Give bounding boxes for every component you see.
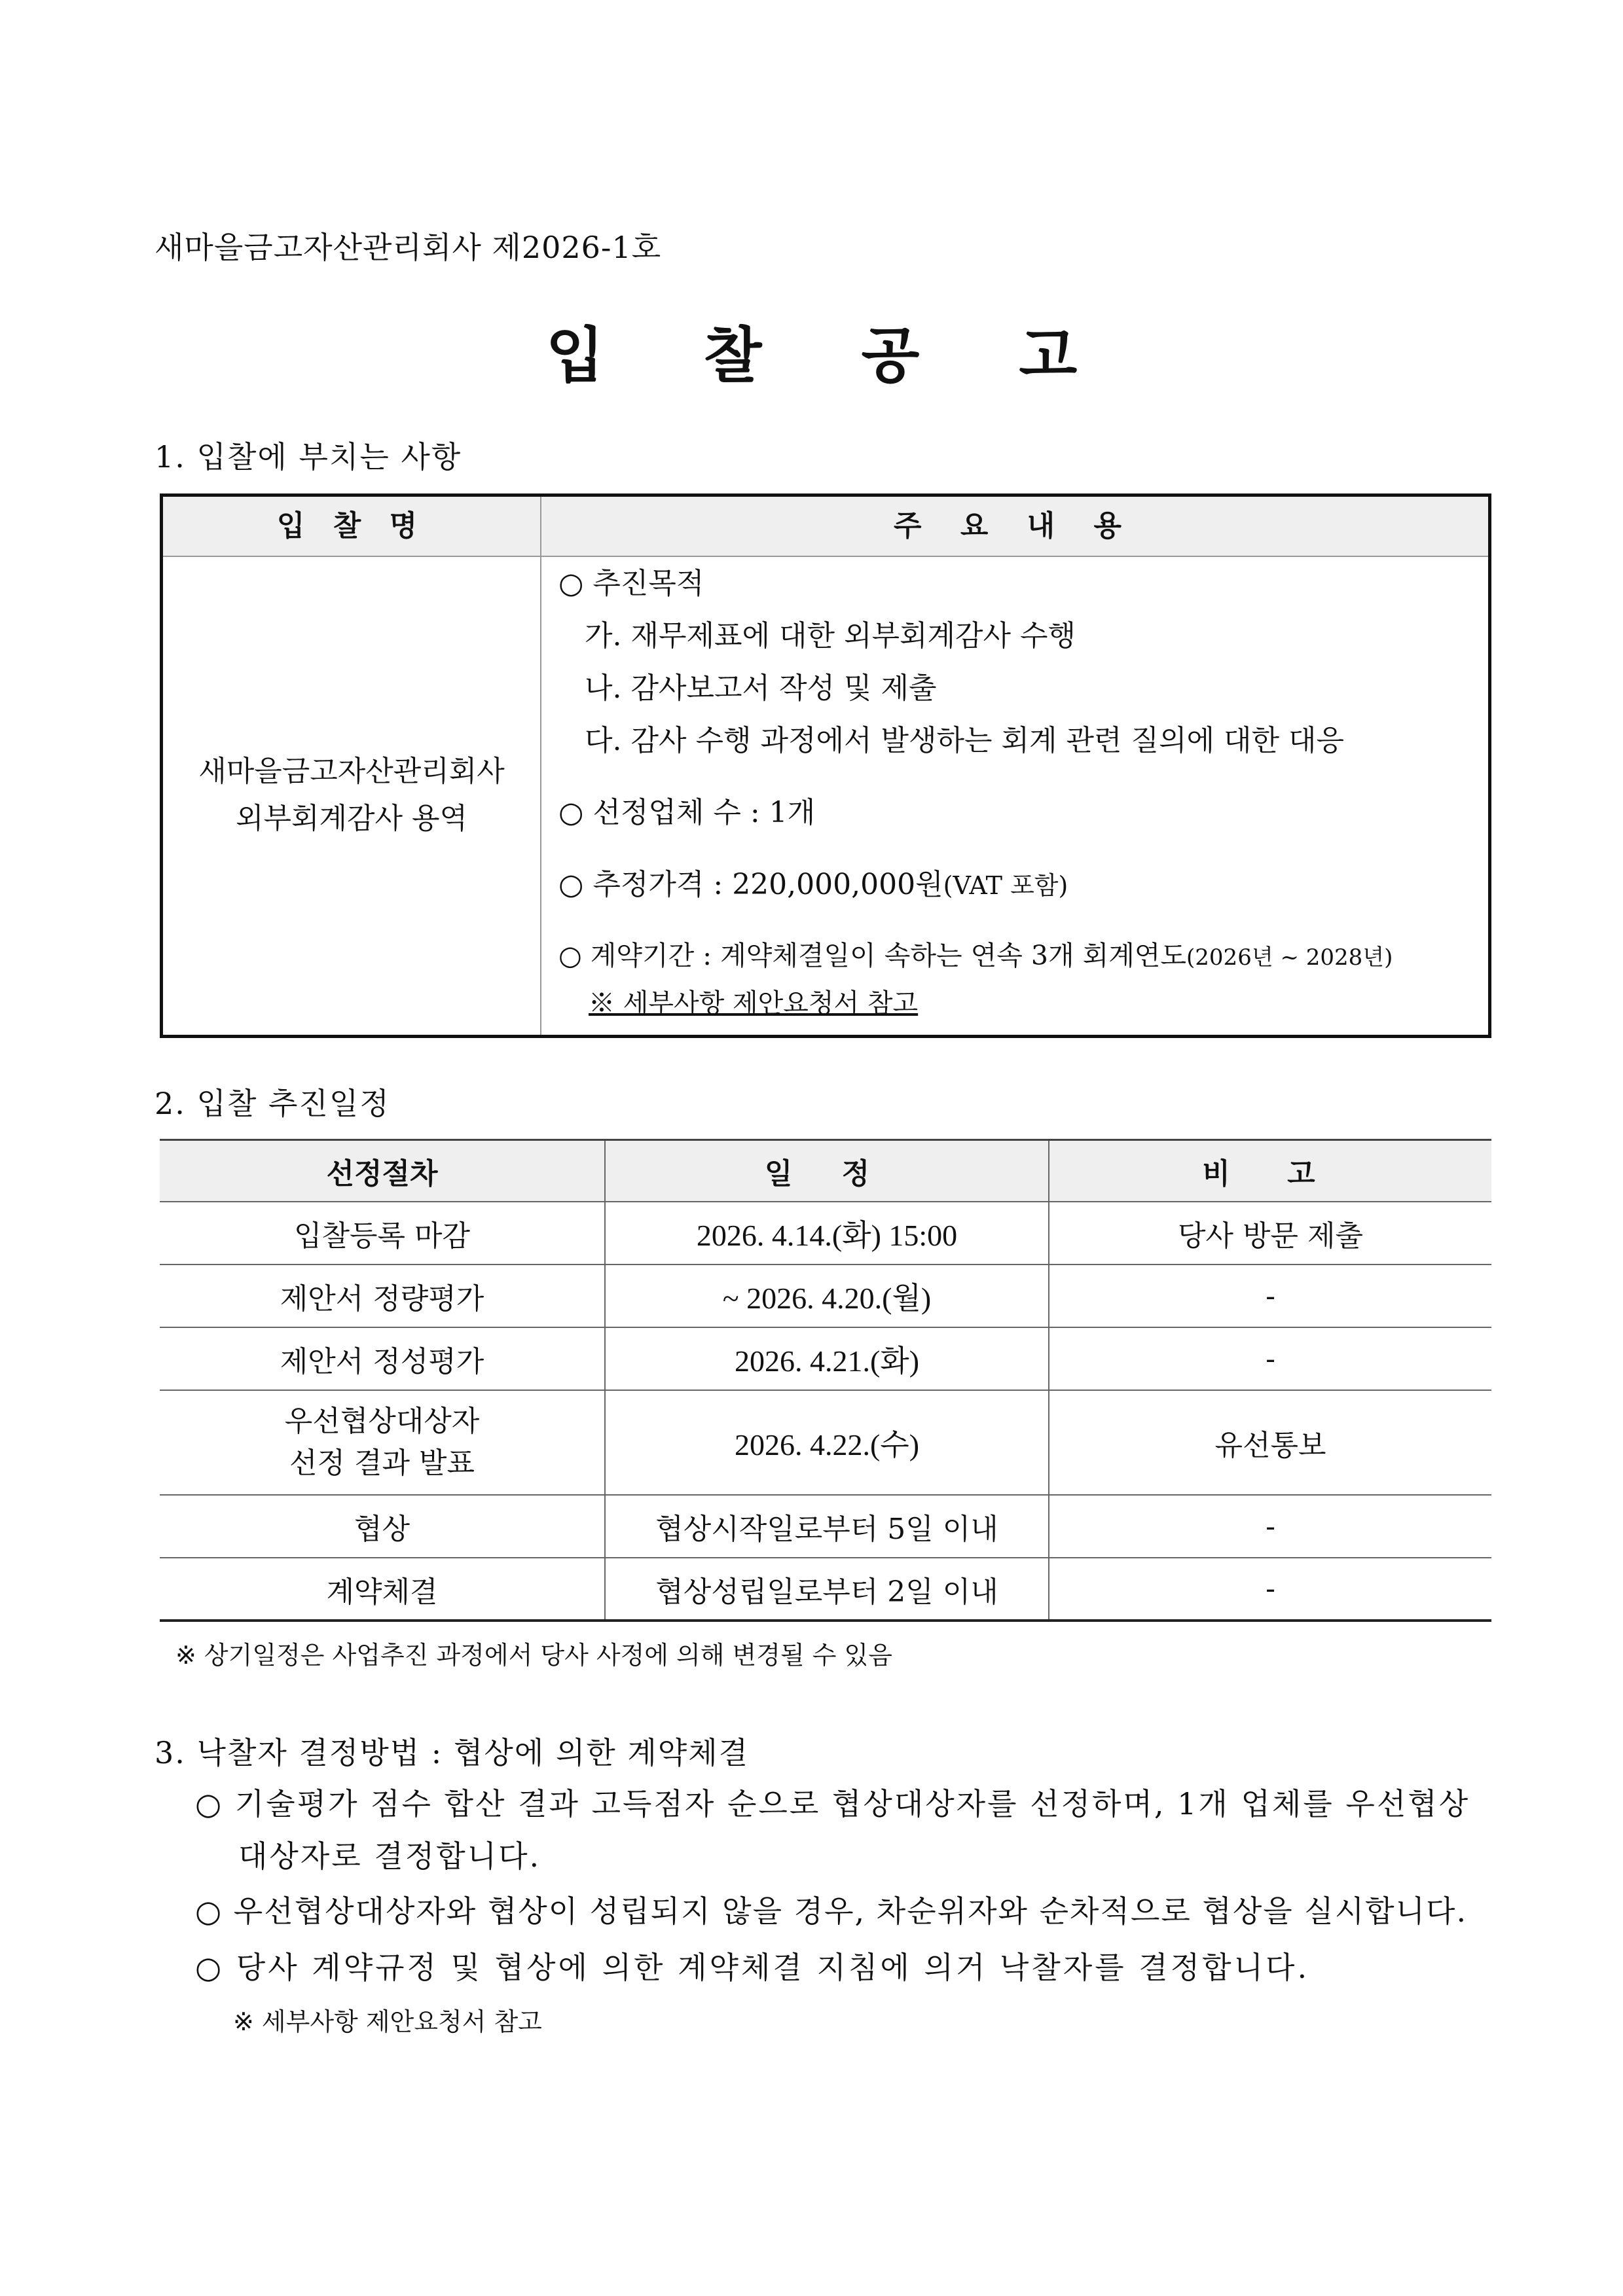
step-line1: 우선협상대상자 <box>284 1405 480 1438</box>
estimated-price-note: (VAT 포함) <box>943 871 1068 900</box>
method-bullet-3: ○ 당사 계약규정 및 협상에 의한 계약체결 지침에 의거 낙찰자를 결정합니다. <box>195 1950 1310 1985</box>
section1-heading: 1. 입찰에 부치는 사항 <box>155 439 462 475</box>
method-note: ※ 세부사항 제안요청서 참고 <box>233 2007 542 2036</box>
remark-cell: - <box>1049 1558 1491 1621</box>
col-header-remark: 비 고 <box>1049 1140 1491 1202</box>
step-cell <box>160 1390 605 1495</box>
date-cell: ~ 2026. 4.20.(월) <box>605 1265 1049 1327</box>
column-divider <box>540 497 541 1035</box>
table-row <box>160 1202 1491 1265</box>
header-bid-name: 입 찰 명 <box>276 509 427 543</box>
table-row <box>160 1327 1491 1390</box>
col-header-date: 일 정 <box>605 1140 1049 1202</box>
section3-heading: 3. 낙찰자 결정방법 : 협상에 의한 계약체결 <box>155 1735 750 1770</box>
step-cell: 계약체결 <box>160 1558 605 1621</box>
bid-name-line2: 외부회계감사 용역 <box>235 802 468 835</box>
estimated-price <box>558 861 1068 903</box>
purpose-item: 가. 재무제표에 대한 외부회계감사 수행 <box>585 619 1076 653</box>
step-cell: 제안서 정량평가 <box>160 1265 605 1327</box>
method-bullet-1: ○ 기술평가 점수 합산 결과 고득점자 순으로 협상대상자를 선정하며, 1개 업체를 우선협상 <box>195 1786 1470 1821</box>
remark-cell: 당사 방문 제출 <box>1049 1202 1491 1265</box>
purpose-title: ○ 추진목적 <box>558 567 704 600</box>
document-number: 새마을금고자산관리회사 제2026-1호 <box>155 230 662 265</box>
table-row <box>160 1495 1491 1558</box>
section2-heading: 2. 입찰 추진일정 <box>155 1086 390 1121</box>
selected-count: ○ 선정업체 수 : 1개 <box>558 796 816 829</box>
remark-cell: - <box>1049 1495 1491 1558</box>
remark-cell: 유선통보 <box>1049 1390 1491 1495</box>
date-cell: 2026. 4.14.(화) 15:00 <box>605 1202 1049 1265</box>
date-cell: 협상성립일로부터 2일 이내 <box>605 1558 1049 1621</box>
schedule-note: ※ 상기일정은 사업추진 과정에서 당사 사정에 의해 변경될 수 있음 <box>175 1641 892 1670</box>
detail-note: ※ 세부사항 제안요청서 참고 <box>589 988 919 1018</box>
page-title: 입 찰 공 고 <box>545 320 1117 391</box>
purpose-item: 다. 감사 수행 과정에서 발생하는 회계 관련 질의에 대한 대응 <box>585 724 1344 757</box>
step-cell: 입찰등록 마감 <box>160 1202 605 1265</box>
estimated-price-value: ○ 추정가격 : 220,000,000원 <box>558 868 943 901</box>
bid-item-table <box>160 493 1491 1038</box>
schedule-header-row <box>160 1140 1491 1202</box>
method-bullet-2: ○ 우선협상대상자와 협상이 성립되지 않을 경우, 차순위자와 순차적으로 협상을 실시합니다. <box>195 1893 1468 1929</box>
contract-period-note: (2026년 ~ 2028년) <box>1186 944 1393 971</box>
remark-cell: - <box>1049 1327 1491 1390</box>
header-main-content: 주 요 내 용 <box>894 509 1136 543</box>
method-bullet-1-cont: 대상자로 결정합니다. <box>238 1839 541 1874</box>
schedule-table <box>160 1139 1491 1622</box>
date-cell: 2026. 4.21.(화) <box>605 1327 1049 1390</box>
date-cell: 협상시작일로부터 5일 이내 <box>605 1495 1049 1558</box>
col-header-step: 선정절차 <box>160 1140 605 1202</box>
bid-name-line1: 새마을금고자산관리회사 <box>198 755 505 788</box>
contract-period <box>558 934 1393 973</box>
step-line2: 선정 결과 발표 <box>289 1446 475 1480</box>
date-cell: 2026. 4.22.(수) <box>605 1390 1049 1495</box>
table-row <box>160 1265 1491 1327</box>
table-row <box>160 1390 1491 1495</box>
main-content-cell <box>558 556 1475 1035</box>
step-cell: 협상 <box>160 1495 605 1558</box>
bid-name-cell <box>163 556 540 1035</box>
purpose-item: 나. 감사보고서 작성 및 제출 <box>585 672 937 705</box>
step-cell: 제안서 정성평가 <box>160 1327 605 1390</box>
remark-cell: - <box>1049 1265 1491 1327</box>
contract-period-value: ○ 계약기간 : 계약체결일이 속하는 연속 3개 회계연도 <box>558 940 1187 971</box>
table-row <box>160 1558 1491 1621</box>
